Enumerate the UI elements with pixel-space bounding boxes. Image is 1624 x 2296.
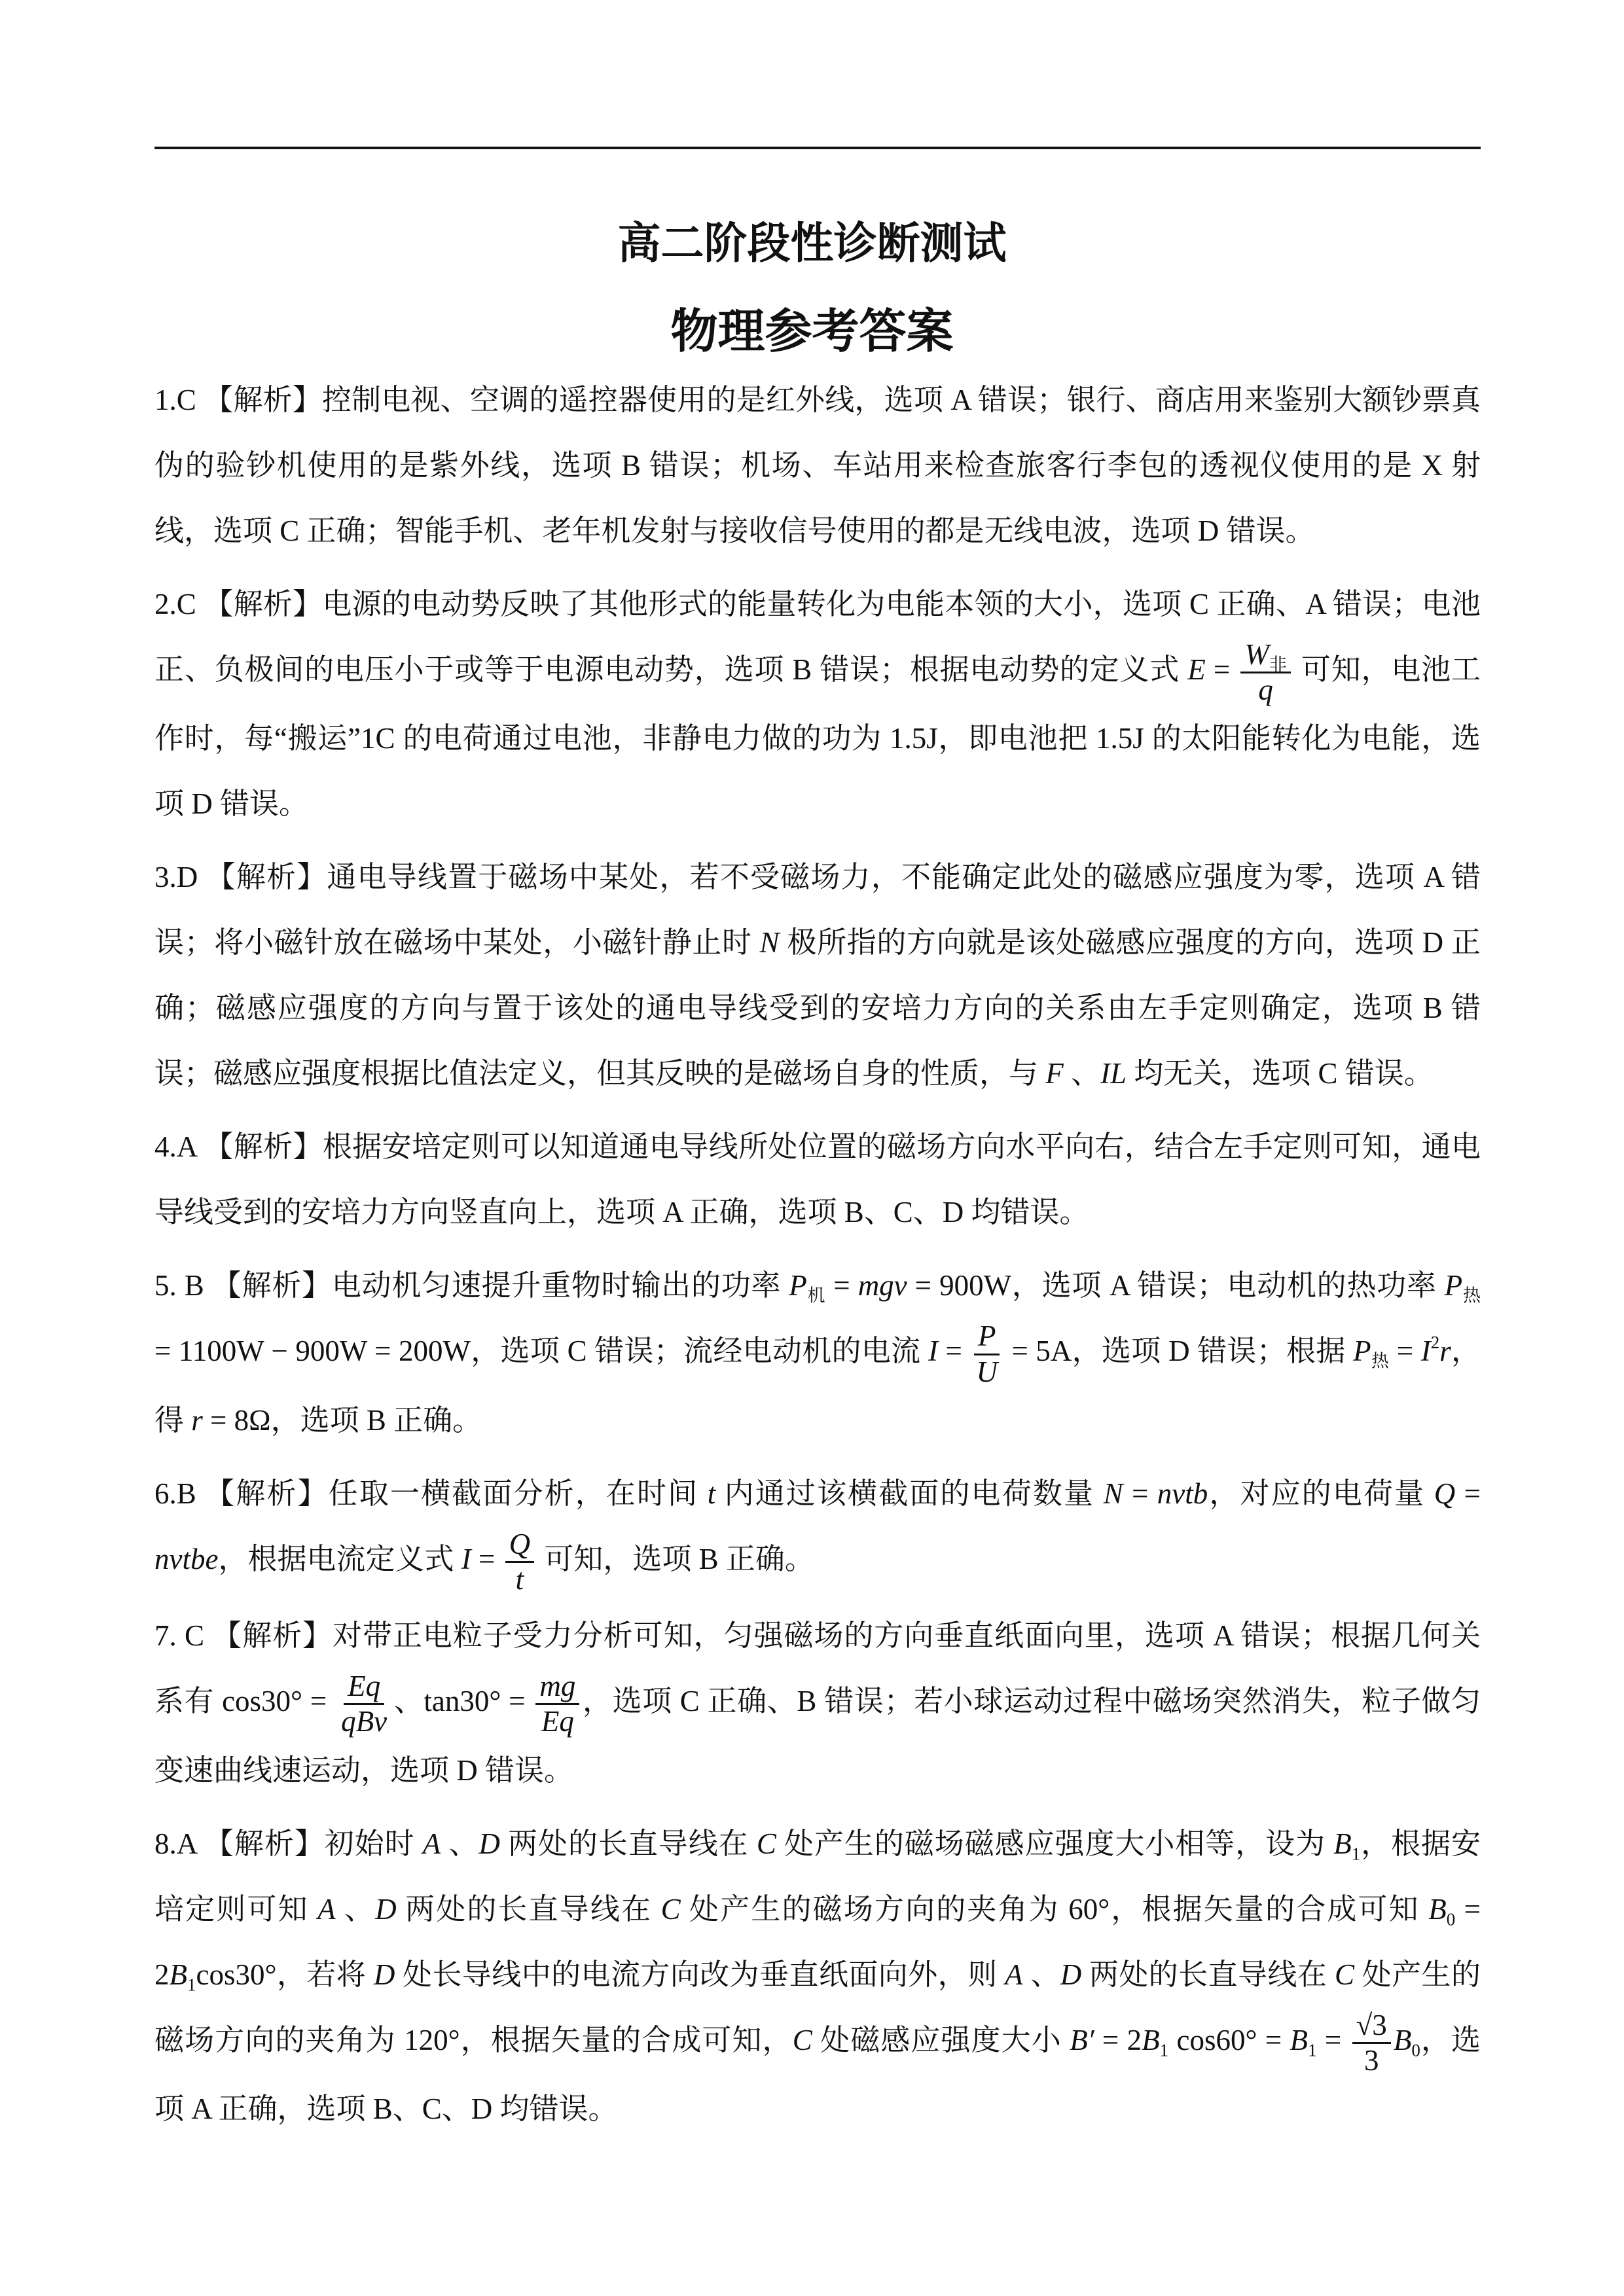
math-variable: D [1060, 1958, 1082, 1991]
fraction-denominator [537, 1705, 578, 1737]
math-variable: I [928, 1335, 938, 1368]
math-subscripted [789, 1269, 826, 1306]
answer-4 [154, 1114, 1481, 1245]
answer-3 [154, 844, 1481, 1106]
answer-7 [154, 1603, 1481, 1803]
text-run: ，根据安培定则可知 [154, 1827, 1481, 1926]
text-run: 可知，电池工作时，每“搬运”1C 的电荷通过电池，非静电力做的功为 1.5J，即电池把 1.5J 的太阳能转化为电能，选项 D 错误。 [154, 653, 1481, 821]
text-run: 7. C 【解析】对带正电粒子受力分析可知，匀强磁场的方向垂直纸面向里，选项 A 错误；根据几何关系有 cos30° = [154, 1619, 1481, 1718]
math-subscripted [1290, 2023, 1317, 2060]
text-run: 4.A 【解析】根据安培定则可以知道通电导线所处位置的磁场方向水平向右，结合左手定则可知，通电导线受到的安培力方向竖直向上，选项 A 正确，选项 B、C、D 均错误。 [154, 1130, 1481, 1229]
math-base: W [1244, 637, 1269, 671]
text-run: = [1205, 653, 1238, 686]
math-variable: t [707, 1477, 716, 1510]
math-variable: A [317, 1892, 336, 1926]
math-variable: Eq [541, 1705, 574, 1738]
text-run: 、 [335, 1892, 376, 1926]
math-variable: A [422, 1827, 441, 1860]
math-subscript: 1 [1308, 2040, 1317, 2060]
math-variable: q [1258, 673, 1273, 707]
text-run: 处长导线中的电流方向改为垂直纸面向外，则 [395, 1958, 1005, 1991]
text-run: 两处的长直导线在 [396, 1892, 661, 1926]
text-run: 两处的长直导线在 [1081, 1958, 1335, 1991]
math-variable: nvtbe [154, 1542, 219, 1575]
fraction-denominator [512, 1563, 528, 1595]
answer-8 [154, 1811, 1481, 2142]
answer-2 [154, 571, 1481, 836]
math-base: P [1353, 1335, 1371, 1368]
math-variable: I [461, 1542, 471, 1575]
text-run: 3.D 【解析】通电导线置于磁场中某处，若不受磁场力，不能确定此处的磁感应强度为零，选项 A 错误；将小磁针放在磁场中某处，小磁针静止时 [154, 861, 1481, 960]
math-power [1421, 1335, 1440, 1367]
math-base: B [1428, 1892, 1447, 1926]
answer-5 [154, 1253, 1481, 1452]
text-run: = 900W，选项 A 错误；电动机的热功率 [907, 1269, 1445, 1302]
math-subscripted [1444, 1269, 1481, 1306]
text-run: 6.B 【解析】任取一横截面分析，在时间 [154, 1477, 708, 1510]
math-variable: D [373, 1958, 395, 1991]
math-base: I [1420, 1335, 1431, 1368]
text-run: 2.C 【解析】电源的电动势反映了其他形式的能量转化为电能本领的大小，选项 C 正确、A 错误；电池正、负极间的电压小于或等于电源电动势，选项 B 错误；根据电动势的定义式 [154, 588, 1481, 686]
math-subscripted [169, 1958, 196, 1995]
fraction-numerator [974, 1321, 1000, 1355]
fraction-numerator [1240, 639, 1291, 673]
math-variable: D [375, 1892, 397, 1926]
math-fraction [535, 1671, 579, 1738]
text-run: ，对应的电荷量 [1208, 1477, 1434, 1510]
math-variable: Q [1434, 1477, 1456, 1510]
text-run: 两处的长直导线在 [499, 1827, 757, 1860]
math-variable: C [660, 1892, 681, 1926]
text-run: 可知，选项 B 正确。 [537, 1542, 814, 1575]
math-variable: nvtb [1157, 1477, 1208, 1510]
text-run: ，选项 A 正确，选项 B、C、D 均错误。 [154, 2023, 1481, 2126]
text-run: √3 [1356, 2008, 1387, 2041]
fraction-numerator [505, 1529, 535, 1563]
math-variable: qBv [341, 1705, 388, 1738]
math-subscript: 0 [1411, 2040, 1420, 2060]
math-variable: F [1045, 1057, 1064, 1090]
math-variable: N [1103, 1477, 1123, 1510]
header-rule [154, 147, 1481, 149]
text-run: 8.A 【解析】初始时 [154, 1827, 423, 1860]
text-run: 、 [441, 1827, 479, 1860]
math-variable: B′ [1070, 2023, 1094, 2056]
math-fraction [1352, 2010, 1391, 2077]
math-subscripted [1142, 2023, 1169, 2060]
fraction-numerator [535, 1671, 579, 1705]
math-subscript: 热 [1462, 1285, 1481, 1306]
math-variable: Eq [348, 1670, 381, 1703]
text-run: 5. B 【解析】电动机匀速提升重物时输出的功率 [154, 1269, 789, 1302]
math-variable: IL [1100, 1057, 1127, 1090]
math-subscript: 1 [1351, 1844, 1361, 1864]
text-run: 3 [1363, 2043, 1379, 2077]
text-run: = 2 [154, 1892, 1481, 1991]
text-run: = [1389, 1335, 1421, 1368]
text-run: = 5A，选项 D 错误；根据 [1003, 1335, 1354, 1368]
math-subscripted [1333, 1827, 1361, 1864]
text-run: ，得 [154, 1335, 1481, 1437]
fraction-numerator [344, 1671, 384, 1705]
text-run: 、 [1022, 1958, 1060, 1991]
text-run: = 1100W − 900W = 200W，选项 C 错误；流经电动机的电流 [154, 1335, 928, 1368]
math-variable: C [756, 1827, 776, 1860]
page-title: 高二阶段性诊断测试 [617, 220, 1007, 268]
text-run: = [1455, 1477, 1481, 1510]
fraction-denominator [1254, 673, 1277, 706]
math-variable: P [977, 1319, 996, 1353]
answer-1 [154, 367, 1481, 564]
math-subscripted [1393, 2023, 1420, 2060]
math-variable: r [1439, 1335, 1451, 1368]
math-subscript: 1 [187, 1975, 196, 1995]
math-subscript: 0 [1446, 1909, 1456, 1929]
text-run: = [825, 1269, 858, 1302]
text-run: 处产生的磁场方向的夹角为 60°，根据矢量的合成可知 [680, 1892, 1429, 1926]
math-fraction [972, 1321, 1001, 1388]
math-superscript: 2 [1430, 1333, 1440, 1353]
math-base: B [1290, 2023, 1308, 2056]
text-run: ，选项 C 正确、B 错误；若小球运动过程中磁场突然消失，粒子做匀变速曲线速运动，选项 D 错误。 [154, 1685, 1481, 1787]
text-run: cos30°，若将 [196, 1958, 374, 1991]
math-subscript: 1 [1159, 2040, 1169, 2060]
text-run: 处产生的磁场磁感应强度大小相等，设为 [776, 1827, 1334, 1860]
text-run: = 2 [1094, 2023, 1142, 2056]
text-run: 均无关，选项 C 错误。 [1127, 1057, 1434, 1090]
text-run: cos60° = [1168, 2023, 1290, 2056]
math-variable: r [191, 1403, 203, 1437]
math-base: B [1393, 2023, 1412, 2056]
answer-6 [154, 1461, 1481, 1595]
answer-list [154, 367, 1481, 2149]
math-base: B [1142, 2023, 1160, 2056]
text-run: 、 [1063, 1057, 1101, 1090]
text-run: = 8Ω，选项 B 正确。 [202, 1403, 482, 1437]
math-variable: C [792, 2023, 812, 2056]
math-subscript: 机 [806, 1285, 826, 1306]
math-fraction [337, 1671, 391, 1738]
math-variable: Q [509, 1527, 531, 1560]
math-subscripted [1428, 1892, 1456, 1929]
math-variable: A [1005, 1958, 1023, 1991]
math-variable: mgv [857, 1269, 907, 1302]
math-base: P [1444, 1269, 1463, 1302]
text-run: = [937, 1335, 970, 1368]
text-run: 处磁感应强度大小 [812, 2023, 1070, 2056]
math-variable: U [976, 1355, 998, 1388]
math-fraction [505, 1529, 535, 1596]
math-subscripted [1244, 637, 1287, 675]
text-run: = [1123, 1477, 1157, 1510]
math-variable: D [478, 1827, 500, 1860]
text-run: ，根据电流定义式 [218, 1542, 461, 1575]
page-subtitle: 物理参考答案 [670, 306, 954, 358]
math-subscript: 热 [1371, 1351, 1390, 1371]
math-base: B [1333, 1827, 1352, 1860]
math-variable: E [1187, 653, 1206, 686]
math-subscripted [1353, 1335, 1390, 1371]
fraction-denominator [337, 1705, 391, 1737]
text-run: = [471, 1542, 503, 1575]
fraction-numerator [1352, 2010, 1391, 2044]
fraction-denominator [972, 1355, 1001, 1388]
text-run: 、tan30° = [393, 1685, 533, 1718]
fraction-denominator [1360, 2044, 1383, 2076]
text-run: 内通过该横截面的电荷数量 [715, 1477, 1104, 1510]
math-variable: t [515, 1563, 524, 1596]
math-fraction [1240, 639, 1291, 706]
math-subscript: 非 [1269, 655, 1287, 675]
math-variable: N [759, 926, 780, 960]
math-base: P [789, 1269, 807, 1302]
text-run: 处产生的磁场方向的夹角为 120°，根据矢量的合成可知， [154, 1958, 1481, 2056]
math-variable: mg [539, 1670, 576, 1703]
math-base: B [169, 1958, 187, 1991]
text-run: 极所指的方向就是该处磁感应强度的方向，选项 D 正确；磁感应强度的方向与置于该处的通电导线受到的安培力方向的关系由左手定则确定，选项 B 错误；磁感应强度根据比值法定义，但其反映的是磁场自身的性质，与 [154, 926, 1481, 1090]
math-variable: C [1335, 1958, 1355, 1991]
text-run: = [1316, 2023, 1350, 2056]
text-run: 1.C 【解析】控制电视、空调的遥控器使用的是红外线，选项 A 错误；银行、商店用来鉴别大额钞票真伪的验钞机使用的是紫外线，选项 B 错误；机场、车站用来检查旅客行李包的透视仪使用的是 X 射线，选项 C 正确；智能手机、老年机发射与接收信号使用的都是无线电波，选项 D 错误。 [154, 384, 1481, 547]
